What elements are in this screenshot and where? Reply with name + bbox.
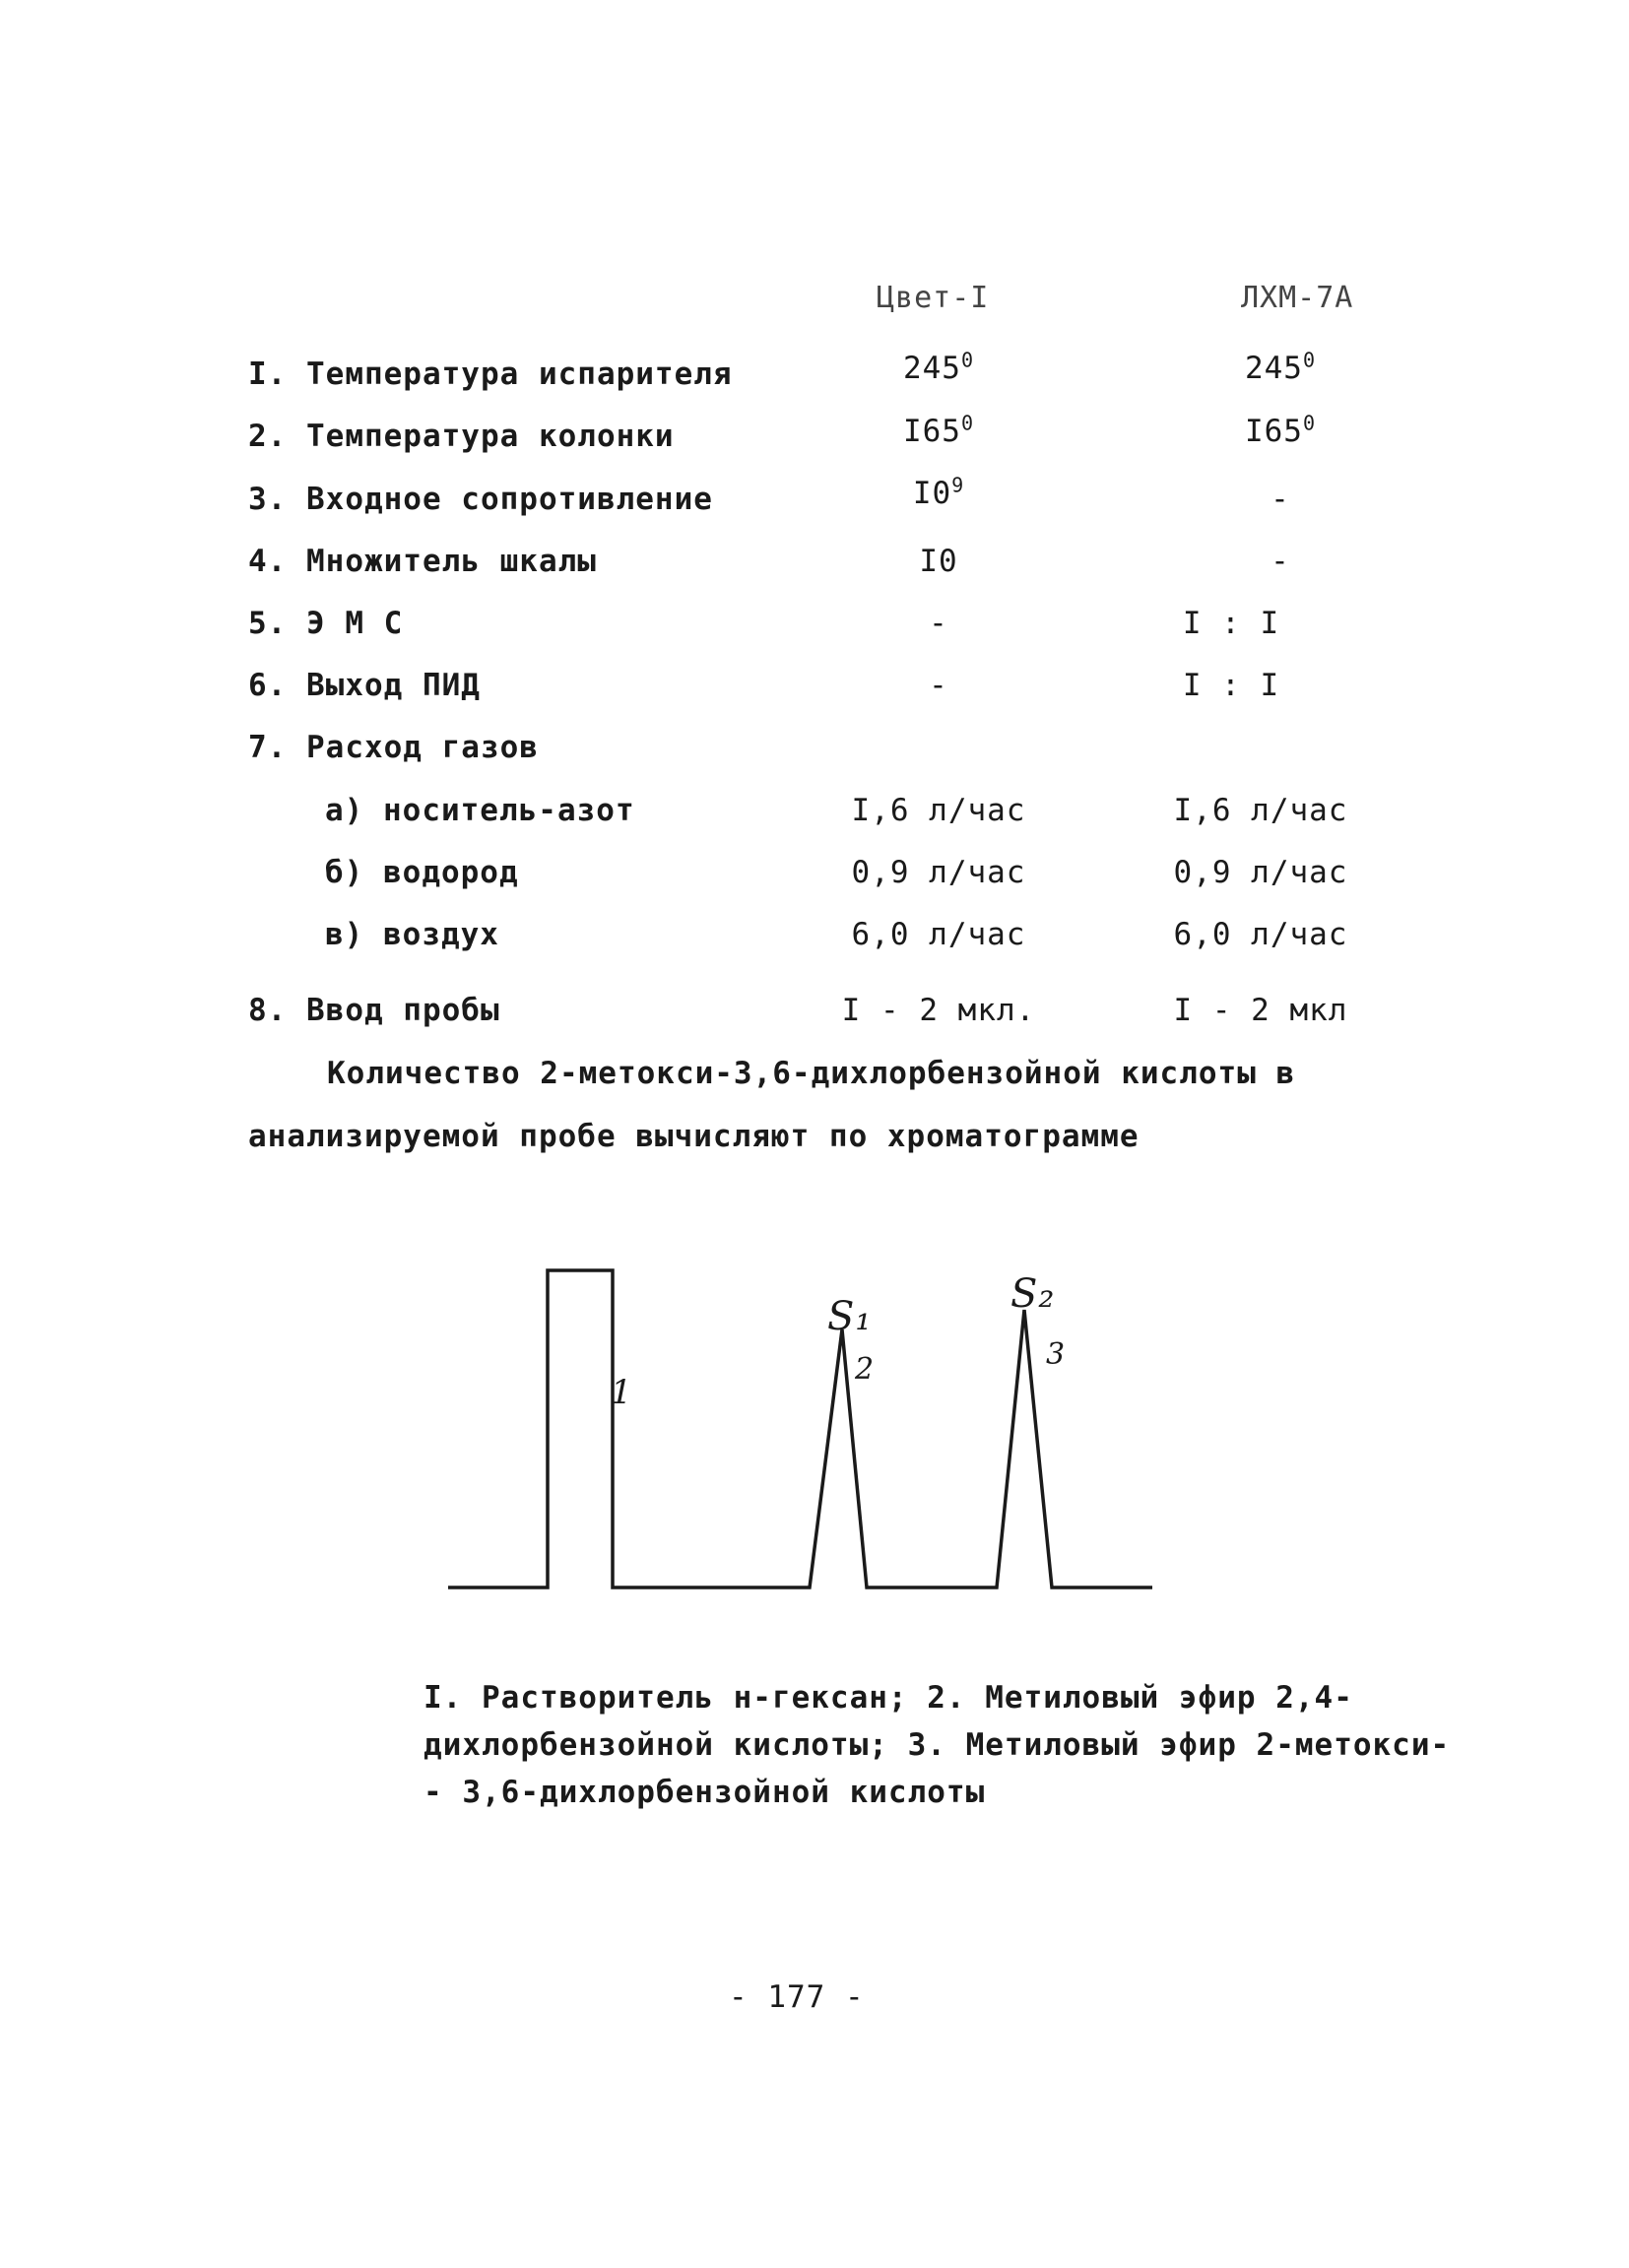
row-value-lkhm: - <box>1271 544 1290 579</box>
peak-3-top-label: S₂ <box>1010 1271 1056 1317</box>
row-value-tsvet: 6,0 л/час <box>851 917 1026 952</box>
row-label: 4. Множитель шкалы <box>248 544 597 579</box>
row-value-tsvet: I - 2 мкл. <box>841 993 1036 1028</box>
row-value-tsvet: 0,9 л/час <box>851 855 1026 890</box>
row-value-lkhm: I : I <box>1182 668 1280 703</box>
row-label: а) носитель-азот <box>325 793 635 828</box>
column-header-lkhm: ЛХМ-7А <box>1241 281 1354 315</box>
legend-line: дихлорбензойной кислоты; 3. Метиловый эфир 2-метокси- <box>424 1727 1451 1763</box>
row-label: I. Температура испарителя <box>248 356 733 392</box>
row-value-lkhm: - <box>1271 482 1290 517</box>
row-value-tsvet: $245^0$ <box>902 348 975 386</box>
peak-3-number: 3 <box>1046 1337 1067 1372</box>
peak-2-number: 2 <box>855 1352 876 1387</box>
calculation-paragraph-line1: Количество 2-метокси-3,6-дихлорбензойной кислоты в <box>327 1056 1296 1091</box>
row-value-lkhm: $245^0$ <box>1244 348 1317 386</box>
peak-2-top-label: S₁ <box>827 1294 873 1339</box>
row-label: 5. Э М С <box>248 606 404 641</box>
peak-1-number: 1 <box>611 1373 633 1412</box>
chromatogram-trace <box>448 1270 1152 1588</box>
row-label: 7. Расход газов <box>248 730 539 765</box>
row-value-tsvet: $I0^9$ <box>912 473 965 511</box>
page-number: - 177 - <box>729 1979 865 2015</box>
row-value-lkhm: 6,0 л/час <box>1173 917 1348 952</box>
row-value-tsvet: I0 <box>919 544 958 579</box>
column-header-tsvet: Цвет-I <box>877 281 990 315</box>
legend-line: - 3,6-дихлорбензойной кислоты <box>424 1775 986 1810</box>
legend-line: I. Растворитель н-гексан; 2. Метиловый эфир 2,4- <box>424 1680 1353 1716</box>
calculation-paragraph-line2: анализируемой пробе вычисляют по хроматограмме <box>248 1119 1140 1154</box>
row-value-lkhm: 0,9 л/час <box>1173 855 1348 890</box>
chromatogram-legend <box>424 1674 1450 1816</box>
row-label: 3. Входное сопротивление <box>248 482 713 517</box>
row-label: в) воздух <box>325 917 499 952</box>
row-value-tsvet: I,6 л/час <box>851 793 1026 828</box>
row-value-tsvet: $I65^0$ <box>902 411 975 449</box>
row-value-lkhm: I - 2 мкл <box>1173 993 1348 1028</box>
row-value-tsvet: - <box>929 668 948 703</box>
row-value-lkhm: I : I <box>1182 606 1280 641</box>
row-value-lkhm: $I65^0$ <box>1244 411 1317 449</box>
row-label: б) водород <box>325 855 519 890</box>
row-value-lkhm: I,6 л/час <box>1173 793 1348 828</box>
row-label: 6. Выход ПИД <box>248 668 481 703</box>
row-label: 8. Ввод пробы <box>248 993 500 1028</box>
row-value-tsvet: - <box>929 606 948 641</box>
row-label: 2. Температура колонки <box>248 419 675 454</box>
